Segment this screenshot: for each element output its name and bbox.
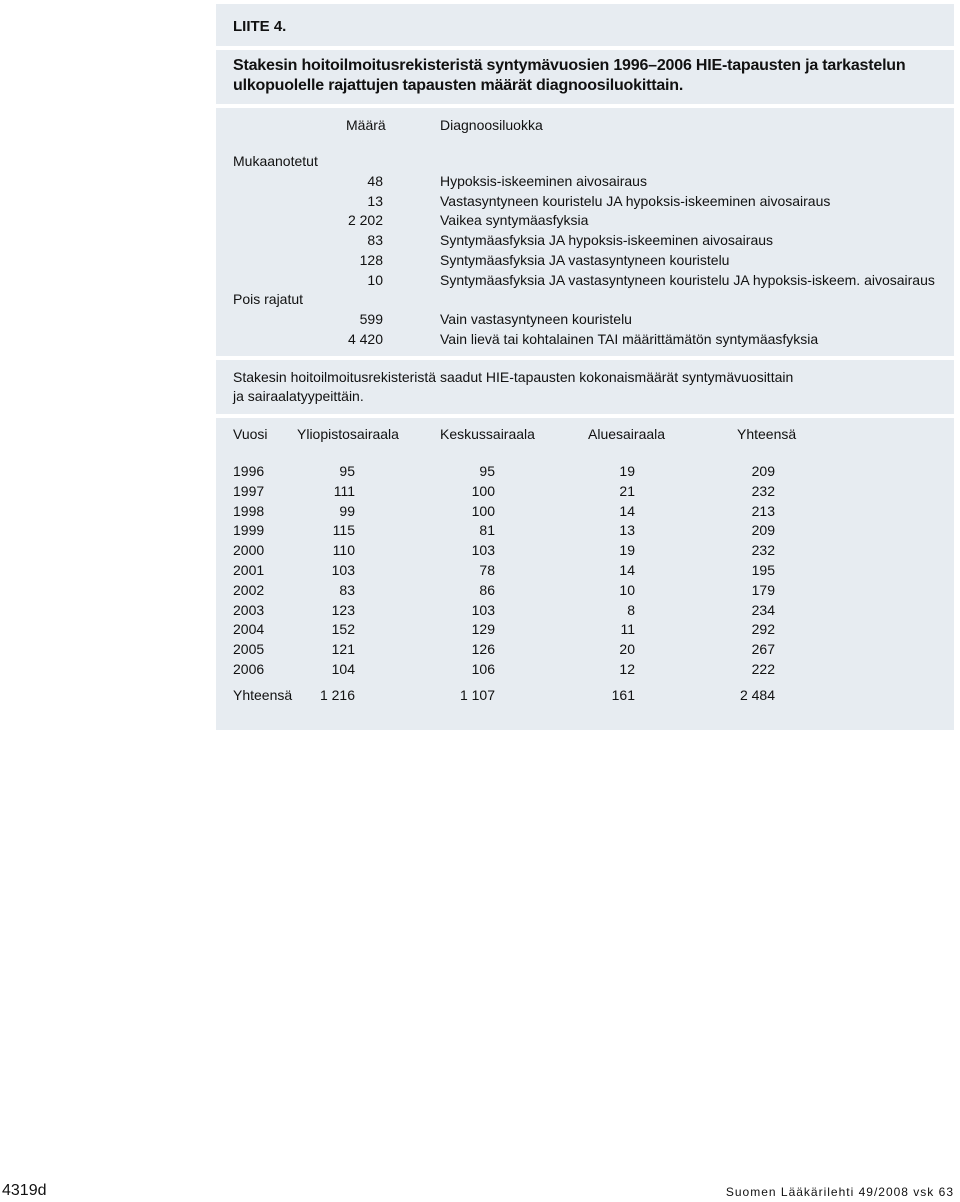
value-cell: 8 bbox=[627, 602, 635, 618]
value-cell: 209 bbox=[751, 522, 775, 538]
value-cell: 14 bbox=[619, 562, 635, 578]
count-cell: 13 bbox=[367, 193, 383, 209]
value-cell: 106 bbox=[471, 661, 495, 677]
group-label-included: Mukaanotetut bbox=[233, 153, 318, 169]
total-cell: 161 bbox=[611, 687, 635, 703]
value-cell: 115 bbox=[332, 522, 355, 538]
value-cell: 83 bbox=[339, 582, 355, 598]
value-cell: 232 bbox=[751, 542, 775, 558]
count-cell: 48 bbox=[367, 173, 383, 189]
year-cell: 2003 bbox=[233, 602, 265, 618]
value-cell: 179 bbox=[751, 582, 775, 598]
class-cell: Vaikea syntymäasfyksia bbox=[440, 212, 589, 228]
year-cell: 2006 bbox=[233, 661, 265, 677]
value-cell: 13 bbox=[619, 522, 635, 538]
value-cell: 121 bbox=[331, 641, 355, 657]
class-cell: Vain lievä tai kohtalainen TAI määrittämätön syntymäasfyksia bbox=[440, 331, 819, 347]
page-code: 4319d bbox=[2, 1182, 47, 1199]
col-header-regional: Aluesairaala bbox=[588, 426, 666, 442]
value-cell: 123 bbox=[331, 602, 355, 618]
group-label-excluded: Pois rajatut bbox=[233, 291, 304, 307]
class-cell: Syntymäasfyksia JA hypoksis-iskeeminen aivosairaus bbox=[440, 232, 774, 248]
value-cell: 21 bbox=[619, 483, 635, 499]
class-cell: Hypoksis-iskeeminen aivosairaus bbox=[440, 173, 647, 189]
value-cell: 222 bbox=[751, 661, 775, 677]
col-header-university: Yliopistosairaala bbox=[297, 426, 399, 442]
class-cell: Syntymäasfyksia JA vastasyntyneen kouristelu JA hypoksis-iskeem. aivosairaus bbox=[440, 272, 935, 288]
value-cell: 111 bbox=[333, 483, 355, 499]
col-header-total: Yhteensä bbox=[737, 426, 797, 442]
value-cell: 152 bbox=[331, 621, 355, 637]
value-cell: 267 bbox=[751, 641, 775, 657]
publication-info: Suomen Lääkärilehti 49/2008 vsk 63 bbox=[725, 1185, 954, 1199]
count-cell: 10 bbox=[367, 272, 383, 288]
year-cell: 2000 bbox=[233, 542, 265, 558]
value-cell: 292 bbox=[751, 621, 775, 637]
value-cell: 12 bbox=[619, 661, 635, 677]
value-cell: 99 bbox=[339, 503, 355, 519]
value-cell: 232 bbox=[751, 483, 775, 499]
appendix-label: LIITE 4. bbox=[233, 18, 287, 35]
value-cell: 86 bbox=[479, 582, 495, 598]
year-cell: 2002 bbox=[233, 582, 265, 598]
value-cell: 95 bbox=[339, 463, 355, 479]
value-cell: 19 bbox=[619, 542, 635, 558]
value-cell: 11 bbox=[620, 621, 635, 637]
col-header-count: Määrä bbox=[346, 117, 386, 133]
col-header-central: Keskussairaala bbox=[440, 426, 535, 442]
total-cell: 2 484 bbox=[739, 687, 775, 703]
col-header-class: Diagnoosiluokka bbox=[440, 117, 543, 133]
value-cell: 213 bbox=[751, 503, 775, 519]
value-cell: 78 bbox=[479, 562, 495, 578]
value-cell: 14 bbox=[619, 503, 635, 519]
year-cell: 1997 bbox=[233, 483, 265, 499]
year-cell: 2004 bbox=[233, 621, 265, 637]
value-cell: 103 bbox=[471, 542, 495, 558]
value-cell: 103 bbox=[471, 602, 495, 618]
title-line-2: ulkopuolelle rajattujen tapausten määrät diagnoosiluokittain. bbox=[233, 77, 684, 94]
subtitle-line-1: Stakesin hoitoilmoitusrekisteristä saadut HIE-tapausten kokonaismäärät syntymävuosittain bbox=[233, 369, 794, 385]
class-cell: Syntymäasfyksia JA vastasyntyneen kouristelu bbox=[440, 252, 730, 268]
value-cell: 95 bbox=[479, 463, 495, 479]
total-label: Yhteensä bbox=[233, 687, 293, 703]
value-cell: 104 bbox=[331, 661, 355, 677]
value-cell: 100 bbox=[471, 483, 495, 499]
year-cell: 1999 bbox=[233, 522, 265, 538]
count-cell: 83 bbox=[367, 232, 383, 248]
year-cell: 2001 bbox=[233, 562, 265, 578]
value-cell: 110 bbox=[332, 542, 355, 558]
count-cell: 599 bbox=[359, 311, 383, 327]
value-cell: 195 bbox=[751, 562, 775, 578]
appendix-panel bbox=[216, 4, 954, 46]
total-cell: 1 216 bbox=[319, 687, 355, 703]
count-cell: 4 420 bbox=[347, 331, 383, 347]
title-line-1: Stakesin hoitoilmoitusrekisteristä syntymävuosien 1996–2006 HIE-tapausten ja tarkastelun bbox=[233, 57, 906, 74]
value-cell: 20 bbox=[619, 641, 635, 657]
value-cell: 126 bbox=[471, 641, 495, 657]
count-cell: 128 bbox=[359, 252, 383, 268]
value-cell: 19 bbox=[619, 463, 635, 479]
value-cell: 10 bbox=[619, 582, 635, 598]
value-cell: 100 bbox=[471, 503, 495, 519]
total-cell: 1 107 bbox=[459, 687, 495, 703]
value-cell: 103 bbox=[331, 562, 355, 578]
count-cell: 2 202 bbox=[347, 212, 383, 228]
class-cell: Vastasyntyneen kouristelu JA hypoksis-iskeeminen aivosairaus bbox=[440, 193, 831, 209]
value-cell: 129 bbox=[471, 621, 495, 637]
year-cell: 2005 bbox=[233, 641, 265, 657]
col-header-year: Vuosi bbox=[233, 426, 268, 442]
subtitle-line-2: ja sairaalatyypeittäin. bbox=[233, 388, 364, 404]
year-cell: 1996 bbox=[233, 463, 265, 479]
year-cell: 1998 bbox=[233, 503, 265, 519]
value-cell: 209 bbox=[751, 463, 775, 479]
value-cell: 234 bbox=[751, 602, 775, 618]
class-cell: Vain vastasyntyneen kouristelu bbox=[440, 311, 632, 327]
value-cell: 81 bbox=[479, 522, 495, 538]
